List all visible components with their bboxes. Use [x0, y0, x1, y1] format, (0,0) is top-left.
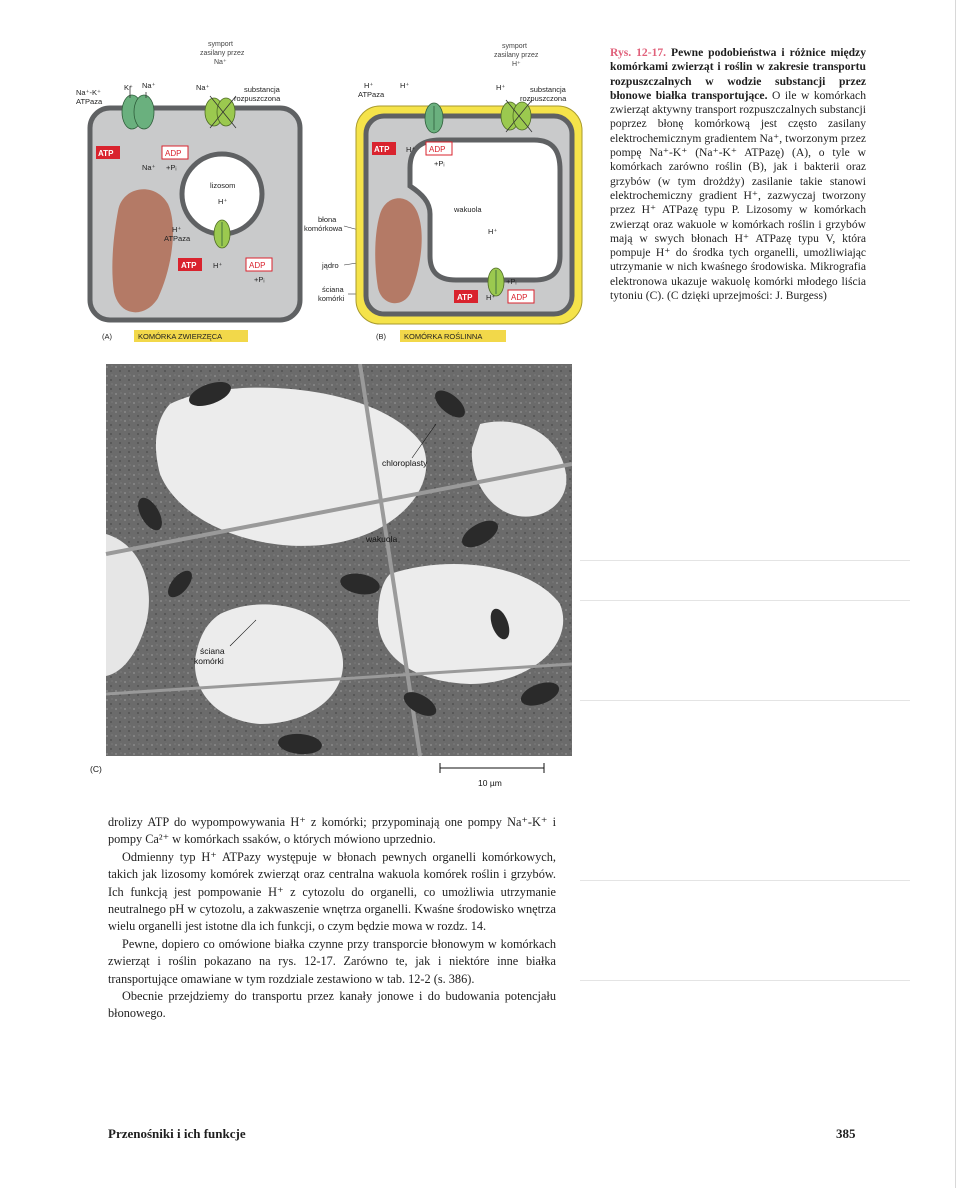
atp-b1: ATP	[374, 145, 390, 154]
symport-b-line3: H⁺	[512, 61, 521, 68]
body-text	[108, 814, 556, 1023]
panel-b-title: KOMÓRKA ROŚLINNA	[404, 332, 483, 341]
atp-a2: ATP	[181, 261, 197, 270]
adp-a2: ADP	[249, 261, 266, 270]
panel-a-letter: (A)	[102, 332, 112, 341]
running-footer-title: Przenośniki i ich funkcje	[108, 1126, 246, 1141]
na-label-2: Na⁺	[196, 83, 210, 92]
symport-b-line2: zasilany przez	[494, 52, 539, 59]
plant-h-in: H⁺	[406, 145, 416, 154]
symport-a-line3: Na⁺	[214, 59, 227, 66]
chloroplasts-label: chloroplasty	[382, 458, 428, 468]
wall-c-line2: komórki	[194, 656, 224, 666]
plant-h-symport: H⁺	[496, 83, 506, 92]
symport-a-line2: zasilany przez	[200, 50, 245, 57]
plant-h-top: H⁺	[400, 81, 410, 90]
bleed-line	[580, 560, 910, 561]
page-number: 385	[836, 1126, 856, 1141]
paragraph-3: Pewne, dopiero co omówione białka czynne przy transporcie błonowym w komórkach zwierząt i roślin pokazano na rys. 12-17. Zarówno te, jak i niektóre inne białka transportujące omawiane w tym rozdziale zestawiono w tab. 12-2 (s. 386).	[108, 936, 556, 986]
symport-a-line1: symport	[208, 41, 233, 48]
wall-line2: komórki	[318, 294, 345, 303]
paragraph-4: Obecnie przejdziemy do transportu przez kanały jonowe i do budowania potencjału błonowego.	[108, 989, 556, 1021]
atpase-a-label: ATPaza	[76, 97, 103, 106]
paragraph-2: Odmienny typ H⁺ ATPazy występuje w błonach pewnych organelli komórkowych, takich jak lizosomy komórek zwierząt oraz centralna wakuola komórek roślin i grzybów. Ich funkcją jest pompowanie H⁺ z cytozolu do organelli, co umożliwia utrzymanie neutralnego pH w cytozolu, a zakwaszenie wnętrza organelli. Kwaśne środowisko wnętrza wielu organelli jest istotne dla ich funkcji, o czym będzie mowa w rozdz. 14.	[108, 849, 556, 934]
plant-atpase-label: ATPaza	[358, 90, 385, 99]
h-b2: H⁺	[486, 293, 496, 302]
na-k-atpase	[122, 86, 154, 129]
na-in-label: Na⁺	[142, 163, 156, 172]
membrane-line1: błona	[318, 215, 337, 224]
pi-b1: +Pᵢ	[434, 159, 445, 168]
atp-b2: ATP	[457, 293, 473, 302]
atp-a1: ATP	[98, 149, 114, 158]
panel-b-letter: (B)	[376, 332, 386, 341]
nucleus-label: jądro	[322, 261, 339, 270]
pi-a1: +Pᵢ	[166, 163, 177, 172]
na-symport	[205, 96, 236, 128]
substance-b-line1: substancja	[530, 85, 566, 94]
h-a2: H⁺	[213, 261, 223, 270]
substance-a-line2: rozpuszczona	[234, 94, 281, 103]
bleed-line	[580, 700, 910, 701]
substance-a-line1: substancja	[244, 85, 280, 94]
bleed-line	[580, 880, 910, 881]
lysosome-label: lizosom	[210, 181, 236, 190]
lysosome-h-label: H⁺	[218, 197, 228, 206]
membrane-line2: komórkowa	[304, 224, 343, 233]
vacuole-c-label: wakuola	[366, 534, 398, 544]
animal-cell-panel	[76, 41, 300, 342]
caption-title: Pewne podobieństwa i różnice między komórkami zwierząt i roślin w zakresie transportu rozpuszczalnych w wodzie substancji przez błonowe białka transportujące.	[610, 46, 866, 102]
adp-b2: ADP	[511, 293, 528, 302]
k-label: K⁺	[124, 83, 133, 92]
symport-b-line1: symport	[502, 43, 527, 50]
adp-a1: ADP	[165, 149, 182, 158]
plant-atpase-h: H⁺	[364, 81, 374, 90]
h-atpase-a-h: H⁺	[172, 225, 182, 234]
plant-h-symport	[501, 100, 532, 132]
pi-a2: +Pᵢ	[254, 275, 265, 284]
plant-vacuole	[410, 140, 560, 280]
paragraph-1: drolizy ATP do wypompowywania H⁺ z komórki; przypominają one pompy Na⁺-K⁺ i pompy Ca²⁺ w komórkach ssaków, o których mówiono uprzednio.	[108, 815, 556, 847]
adp-b1: ADP	[429, 145, 446, 154]
na-k-label: Na⁺-K⁺	[76, 88, 102, 97]
h-atpase-a-label: ATPaza	[164, 234, 191, 243]
vacuole-b-label: wakuola	[454, 205, 482, 214]
substance-b-line2: rozpuszczona	[520, 94, 567, 103]
caption-label: Rys. 12-17.	[610, 46, 667, 59]
figure-caption	[610, 46, 866, 303]
bleed-line	[580, 600, 910, 601]
plant-cell-panel	[356, 43, 582, 342]
lysosome-h-atpase	[214, 220, 230, 248]
vacuole-h-atpase	[488, 268, 504, 296]
micrograph-panel-c	[60, 364, 572, 792]
bleed-line	[580, 980, 910, 981]
scale-label: 10 µm	[478, 778, 502, 788]
pi-b2: +Pᵢ	[506, 277, 517, 286]
vacuole-h: H⁺	[488, 227, 498, 236]
na-label: Na⁺	[142, 81, 156, 90]
page-edge-rule	[955, 0, 956, 1188]
transport-diagram	[60, 36, 600, 356]
panel-a-title: KOMÓRKA ZWIERZĘCA	[138, 332, 223, 341]
wall-c-line1: ściana	[200, 646, 225, 656]
panel-c-letter: (C)	[90, 764, 102, 774]
caption-text: O ile w komórkach zwierząt aktywny transport rozpuszczalnych substancji poprzez błonę komórkową jest często zasilany elektrochemicznym gradientem Na⁺, tworzonym przez pompę Na⁺-K⁺ (Na⁺-K⁺ ATPazę) (A), o tyle w komórkach zarówno roślin (B), jak i bakterii oraz grzybów (w tym drożdży) zasilanie takie stanowi elektrochemiczny gradient H⁺, zazwyczaj tworzony przez H⁺ ATPazę typu P. Lizosomy w komórkach zwierząt oraz wakuole w komórkach roślin i grzybów mają w swych błonach H⁺ ATPazę typu V, która pompuje H⁺ do środka tych organelli, umożliwiając utrzymanie w nich kwaśnego środowiska. Mikrografia elektronowa ukazuje wakuolę komórki młodego liścia tytoniu (C). (C dzięki uprzejmości: J. Burgess)	[610, 88, 866, 303]
plant-h-atpase	[425, 103, 443, 133]
wall-line1: ściana	[322, 285, 344, 294]
